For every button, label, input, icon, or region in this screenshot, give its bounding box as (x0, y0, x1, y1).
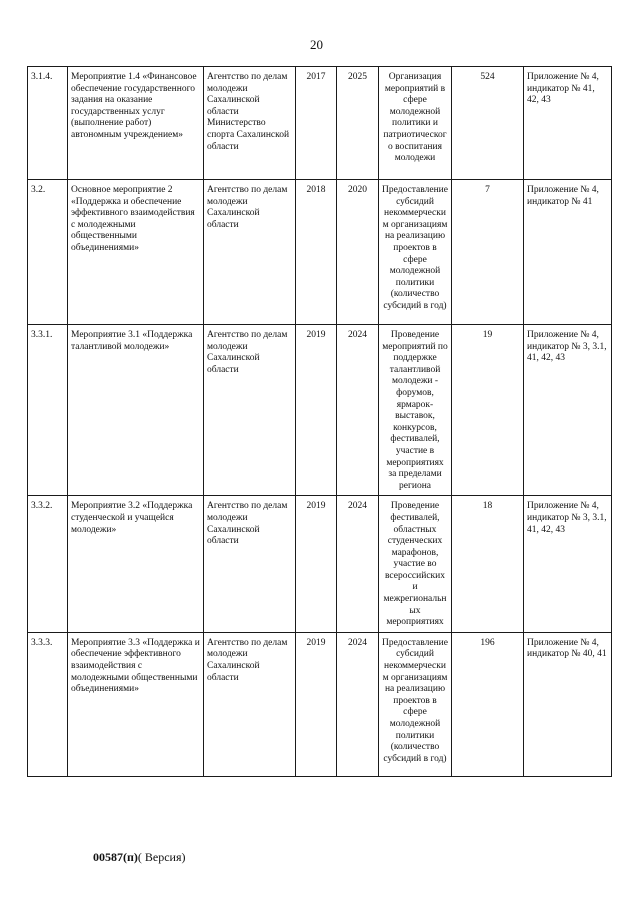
document-version: ( Версия) (137, 850, 186, 864)
expected-result: Организация мероприятий в сфере молодежной политики и патриотического воспитания молодежи (379, 67, 452, 180)
table-row (28, 325, 612, 496)
indicator-link: Приложение № 4, индикатор № 41, 42, 43 (524, 67, 612, 180)
measure-number: 3.3.3. (28, 632, 68, 776)
table-row (28, 67, 612, 180)
measure-name: Мероприятие 3.2 «Поддержка студенческой и учащейся молодежи» (68, 496, 204, 633)
measure-name: Мероприятие 3.1 «Поддержка талантливой молодежи» (68, 325, 204, 496)
expected-result: Предоставление субсидий некоммерческим организациям на реализацию проектов в сфере молодежной политики (количество субсидий в год) (379, 180, 452, 325)
measure-number: 3.2. (28, 180, 68, 325)
measure-executor: Агентство по делам молодежи Сахалинской области (204, 496, 296, 633)
indicator-link: Приложение № 4, индикатор № 3, 3.1, 41, 42, 43 (524, 325, 612, 496)
end-year: 2020 (337, 180, 379, 325)
expected-result: Предоставление субсидий некоммерческим организациям на реализацию проектов в сфере молодежной политики (количество субсидий в год) (379, 632, 452, 776)
measure-name: Мероприятие 3.3 «Поддержка и обеспечение эффективного взаимодействия с молодежными общественными объединениями» (68, 632, 204, 776)
start-year: 2019 (296, 325, 337, 496)
start-year: 2019 (296, 496, 337, 633)
page-number: 20 (310, 37, 323, 52)
measure-executor: Агентство по делам молодежи Сахалинской области (204, 632, 296, 776)
expected-result: Проведение фестивалей, областных студенческих марафонов, участие во всероссийских и межрегиональных мероприятиях (379, 496, 452, 633)
indicator-link: Приложение № 4, индикатор № 40, 41 (524, 632, 612, 776)
start-year: 2018 (296, 180, 337, 325)
result-value: 19 (452, 325, 524, 496)
measure-executor: Агентство по делам молодежи Сахалинской области Министерство спорта Сахалинской области (204, 67, 296, 180)
result-value: 524 (452, 67, 524, 180)
measure-number: 3.3.2. (28, 496, 68, 633)
indicator-link: Приложение № 4, индикатор № 41 (524, 180, 612, 325)
document-footer (93, 850, 186, 865)
result-value: 196 (452, 632, 524, 776)
indicator-link: Приложение № 4, индикатор № 3, 3.1, 41, 42, 43 (524, 496, 612, 633)
table-row (28, 496, 612, 633)
table-row (28, 180, 612, 325)
result-value: 7 (452, 180, 524, 325)
measure-executor: Агентство по делам молодежи Сахалинской области (204, 180, 296, 325)
table-row (28, 632, 612, 776)
end-year: 2025 (337, 67, 379, 180)
measure-number: 3.3.1. (28, 325, 68, 496)
expected-result: Проведение мероприятий по поддержке талантливой молодежи - форумов, ярмарок-выставок, конкурсов, фестивалей, участие в мероприятиях за пределами региона (379, 325, 452, 496)
measure-number: 3.1.4. (28, 67, 68, 180)
end-year: 2024 (337, 632, 379, 776)
measure-name: Мероприятие 1.4 «Финансовое обеспечение государственного задания на оказание государственных услуг (выполнение работ) автономным учреждением» (68, 67, 204, 180)
document-code: 00587(п) (93, 850, 138, 864)
measure-name: Основное мероприятие 2 «Поддержка и обеспечение эффективного взаимодействия с молодежными общественными объединениями» (68, 180, 204, 325)
start-year: 2019 (296, 632, 337, 776)
result-value: 18 (452, 496, 524, 633)
start-year: 2017 (296, 67, 337, 180)
measure-executor: Агентство по делам молодежи Сахалинской области (204, 325, 296, 496)
measures-table (27, 66, 612, 777)
end-year: 2024 (337, 325, 379, 496)
end-year: 2024 (337, 496, 379, 633)
